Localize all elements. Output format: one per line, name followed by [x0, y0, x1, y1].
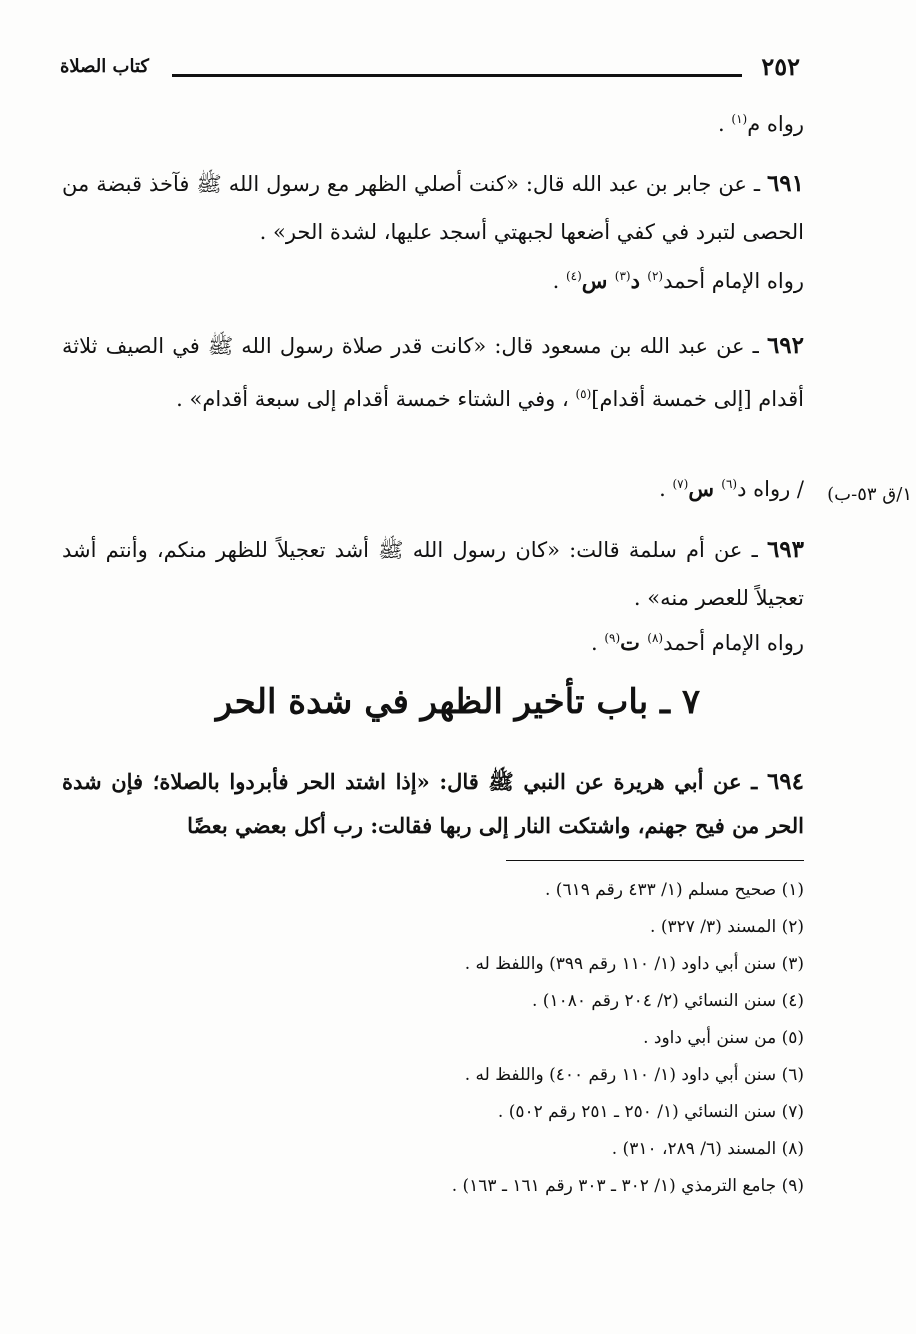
hadith-693 — [62, 526, 804, 622]
hadith-694 — [62, 760, 804, 848]
narration-text: / رواه د — [737, 477, 804, 501]
source-mark: س — [581, 268, 615, 293]
footnotes — [452, 872, 804, 1205]
footnote-ref: (٧) — [672, 477, 689, 491]
hadith-691 — [62, 160, 804, 256]
narration-line-693 — [591, 630, 804, 655]
footnote-ref: (٢) — [647, 269, 664, 283]
narration-end: . — [718, 112, 732, 136]
footnote: (٣) سنن أبي داود (١/ ١١٠ رقم ٣٩٩) واللفظ له . — [464, 954, 804, 974]
narration-text: رواه الإمام أحمد — [663, 269, 804, 293]
hadith-text: ـ عن جابر بن عبد الله قال: «كنت أصلي الظهر مع رسول الله ﷺ فآخذ قبضة من الحصى لتبرد في كفي أضعها لجبهتي أسجد عليها، لشدة الحر» . — [62, 172, 804, 244]
narration-end: . — [590, 631, 605, 655]
source-mark: ت — [620, 630, 648, 655]
hadith-number: ٦٩٣ — [766, 536, 804, 563]
source-mark: س — [688, 476, 722, 501]
hadith-text-cont: ، وفي الشتاء خمسة أقدام إلى سبعة أقدام» . — [176, 387, 576, 411]
hadith-text: ـ عن أم سلمة قالت: «كان رسول الله ﷺ أشد تعجيلاً للظهر منكم، وأنتم أشد تعجيلاً للعصر منه» . — [62, 538, 804, 610]
source-mark: د — [630, 268, 648, 293]
narration-line-692 — [659, 476, 804, 501]
footnote: (١) صحيح مسلم (١/ ٤٣٣ رقم ٦١٩) . — [545, 880, 804, 900]
footnote-ref: (٦) — [721, 477, 738, 491]
header-rule — [172, 74, 742, 77]
hadith-text: ـ عن عبد الله بن مسعود قال: «كانت قدر صلاة رسول الله ﷺ في الصيف ثلاثة أقدام [إلى خمسة أقدام] — [62, 334, 804, 411]
footnote: (٧) سنن النسائي (١/ ٢٥٠ ـ ٢٥١ رقم ٥٠٢) . — [497, 1102, 804, 1122]
narration-text: رواه م — [747, 112, 804, 136]
hadith-number: ٦٩١ — [766, 170, 804, 197]
narration-line-691 — [553, 268, 804, 293]
hadith-number: ٦٩٤ — [766, 768, 804, 795]
running-header — [60, 52, 800, 92]
footnote-ref: (٣) — [614, 269, 631, 283]
footnote-separator — [506, 860, 804, 861]
hadith-692 — [62, 322, 804, 423]
footnote: (٢) المسند (٣/ ٣٢٧) . — [650, 917, 804, 937]
chapter-heading: ٧ ـ باب تأخير الظهر في شدة الحر — [215, 682, 701, 722]
footnote-ref: (٥) — [575, 387, 592, 401]
narration-line-690 — [718, 112, 804, 136]
narration-end: . — [552, 269, 566, 293]
footnote-ref: (٤) — [565, 269, 582, 283]
hadith-text: ـ عن أبي هريرة عن النبي ﷺ قال: «إذا اشتد الحر فأبردوا بالصلاة؛ فإن شدة الحر من فيح جهنم، واشتكت النار إلى ربها فقالت: رب أكل بعضي بعضًا — [62, 769, 804, 838]
footnote-ref: (١) — [731, 112, 748, 126]
footnote-ref: (٨) — [647, 631, 664, 645]
page-number: ٢٥٢ — [761, 52, 800, 81]
footnote: (٩) جامع الترمذي (١/ ٣٠٢ ـ ٣٠٣ رقم ١٦١ ـ ١٦٣) . — [451, 1176, 804, 1196]
footnote-ref: (٩) — [604, 631, 621, 645]
book-title: كتاب الصلاة — [60, 56, 149, 77]
footnote: (٨) المسند (٦/ ٢٨٩، ٣١٠) . — [611, 1139, 804, 1159]
manuscript-margin-note: ١/ق ٥٣-ب) — [827, 484, 912, 505]
narration-text: رواه الإمام أحمد — [663, 631, 804, 655]
hadith-number: ٦٩٢ — [766, 332, 804, 359]
narration-end: . — [659, 477, 673, 501]
footnote: (٤) سنن النسائي (٢/ ٢٠٤ رقم ١٠٨٠) . — [532, 991, 804, 1011]
footnote: (٥) من سنن أبي داود . — [643, 1028, 804, 1048]
footnote: (٦) سنن أبي داود (١/ ١١٠ رقم ٤٠٠) واللفظ له . — [464, 1065, 804, 1085]
